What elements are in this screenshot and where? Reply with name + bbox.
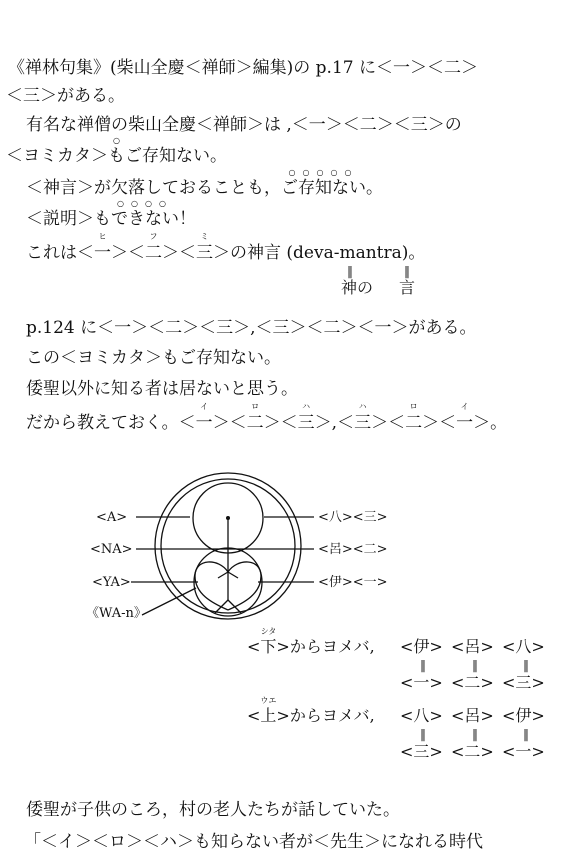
line-12-text-b: ＞＜ (212, 413, 247, 433)
ruby-ro-text: ロ (251, 402, 260, 411)
diagram-label-wa-n: 《WA-n》 (86, 606, 147, 621)
line-6-text-c: ！ (179, 209, 196, 229)
reading-1-eq-1: ‖ (420, 658, 426, 672)
emphasis-dot: ○ (113, 136, 120, 145)
emphasis-dots: ○○○○○ (288, 168, 359, 177)
diagram-label-na: <NA> (90, 542, 133, 557)
diagram-label-ya: <YA> (92, 575, 131, 590)
line-2-text: ＜三＞がある。 (6, 86, 125, 106)
kanji-one: 一 (94, 243, 111, 263)
ruby-ue (260, 696, 277, 725)
reading-2-val-1: <八> (400, 706, 443, 725)
gloss-gen: 言 (399, 278, 416, 297)
reading-2-eq-val-2: <二> (451, 742, 494, 761)
ruby-fu-text: フ (149, 232, 158, 241)
ruby-ro-2 (405, 402, 423, 433)
text-line-12 (26, 402, 508, 433)
text-line-6 (26, 199, 196, 229)
line-5-text-a: ＜神言＞が欠落しておることも， (26, 178, 281, 198)
line-4-text-c: ご存知ない。 (125, 146, 227, 166)
right-petal (228, 562, 261, 610)
line-5-text-b: ご存知ない (281, 178, 366, 198)
ruby-ha-text: ハ (358, 402, 367, 411)
ruby-mi (196, 232, 213, 263)
line-11-text: 倭聖以外に知る者は居ないと思う。 (26, 379, 298, 399)
text-line-4 (6, 136, 227, 166)
ruby-hi-text: ヒ (98, 232, 107, 241)
kanji-three-a: 三 (297, 413, 315, 433)
line-7-text-d: ＞の神言 (deva-mantra)。 (213, 243, 426, 263)
emphasis-dots: ○○○○ (117, 199, 173, 208)
ruby-ha-text: ハ (302, 402, 311, 411)
reading-1-eq-val-3: <三> (502, 673, 545, 692)
reading-2-eq-2: ‖ (472, 727, 478, 741)
root-left (215, 600, 228, 613)
dotted-mo (108, 136, 125, 166)
text-line-11 (26, 379, 298, 399)
line-12-text-d: ＞,＜ (314, 413, 355, 433)
ruby-shita-text: シタ (260, 627, 277, 636)
line-14-text: 「＜イ＞＜ロ＞＜ハ＞も知らない者が＜先生＞になれる時代 (24, 832, 483, 852)
reading-row-top-text: >からヨメバ, (276, 706, 375, 725)
line-5-text-c: 。 (366, 178, 383, 198)
ruby-i-2 (456, 402, 474, 433)
text-line-14 (24, 832, 483, 852)
ruby-ue-text: ウエ (260, 696, 277, 705)
line-12-text-e: ＞＜ (371, 413, 406, 433)
line-6-text-b: できない (111, 209, 179, 229)
ruby-ha-2 (354, 402, 372, 433)
ruby-ro-text: ロ (409, 402, 418, 411)
reading-row-bottom-text: >からヨメバ, (276, 637, 375, 656)
line-4-text-a: ＜ヨミカタ＞ (6, 146, 108, 166)
text-line-10 (26, 348, 281, 368)
ruby-i-1 (195, 402, 213, 433)
diagram-label-ro-ni: <呂><二> (318, 542, 388, 557)
gloss-equals-2: ‖ (404, 264, 410, 278)
kanji-one-b: 一 (456, 413, 474, 433)
kanji-one-a: 一 (195, 413, 213, 433)
text-line-2 (6, 86, 125, 106)
line-1-text: 《禅林句集》(柴山全慶＜禅師＞編集)の p.17 に＜一＞＜二＞ (8, 58, 478, 78)
pointer-wa (142, 588, 196, 615)
reading-2-eq-val-1: <三> (400, 742, 443, 761)
reading-1-val-3: <八> (502, 637, 545, 656)
kanji-ue: 上 (260, 706, 277, 725)
reading-row-bottom (247, 627, 375, 656)
kanji-three-b: 三 (354, 413, 372, 433)
root-right (228, 600, 241, 613)
ruby-i-text: イ (200, 402, 209, 411)
line-6-text-a: ＜説明＞も (26, 209, 111, 229)
vein-right (228, 572, 238, 578)
text-line-13 (26, 800, 400, 820)
kanji-shita: 下 (260, 637, 277, 656)
left-petal (195, 562, 228, 610)
text-line-5 (26, 168, 383, 198)
kanji-two-a: 二 (246, 413, 264, 433)
reading-2-val-2: <呂> (451, 706, 494, 725)
line-12-text-a: だから教えておく。＜ (26, 413, 196, 433)
text-line-3 (26, 115, 462, 135)
ruby-shita (260, 627, 277, 656)
text-line-7 (26, 232, 426, 263)
dotted-dekinai (111, 199, 179, 229)
dotted-gozonjinai (281, 168, 366, 198)
ruby-fu (145, 232, 162, 263)
reading-1-eq-val-1: <一> (400, 673, 443, 692)
reading-2-val-3: <伊> (502, 706, 545, 725)
text-line-9 (26, 318, 477, 338)
reading-1-eq-3: ‖ (523, 658, 529, 672)
diagram-label-hachi-san: <八><三> (318, 510, 388, 525)
line-12-text-f: ＞＜ (422, 413, 457, 433)
gloss-kami-no: 神の (341, 278, 374, 297)
line-7-text-a: これは＜ (26, 243, 94, 263)
reading-2-eq-3: ‖ (523, 727, 529, 741)
reading-1-val-2: <呂> (451, 637, 494, 656)
line-12-text-c: ＞＜ (263, 413, 298, 433)
ruby-ha-1 (297, 402, 315, 433)
ruby-i-text: イ (460, 402, 469, 411)
line-13-text: 倭聖が子供のころ，村の老人たちが話していた。 (26, 800, 400, 820)
line-7-text-c: ＞＜ (162, 243, 196, 263)
line-3-text: 有名な禅僧の柴山全慶＜禅師＞は ,＜一＞＜二＞＜三＞の (26, 115, 462, 135)
bracket-open: < (247, 706, 261, 725)
kanji-three: 三 (196, 243, 213, 263)
reading-2-eq-val-3: <一> (502, 742, 545, 761)
diagram-label-a: <A> (96, 510, 128, 525)
center-dot (226, 516, 230, 520)
reading-1-val-1: <伊> (400, 637, 443, 656)
ruby-hi (94, 232, 111, 263)
reading-row-top (247, 696, 375, 725)
ruby-mi-text: ミ (200, 232, 209, 241)
line-4-text-b: も (108, 146, 125, 166)
line-12-text-g: ＞。 (473, 413, 508, 433)
kanji-two-b: 二 (405, 413, 423, 433)
ruby-ro-1 (246, 402, 264, 433)
reading-1-eq-val-2: <二> (451, 673, 494, 692)
kanji-two: 二 (145, 243, 162, 263)
text-line-1 (8, 58, 478, 78)
gloss-equals-1: ‖ (347, 264, 353, 278)
line-9-text: p.124 に＜一＞＜二＞＜三＞,＜三＞＜二＞＜一＞がある。 (26, 318, 477, 338)
reading-1-eq-2: ‖ (472, 658, 478, 672)
line-7-text-b: ＞＜ (111, 243, 145, 263)
diagram-label-i-ichi: <伊><一> (318, 575, 388, 590)
line-10-text: この＜ヨミカタ＞もご存知ない。 (26, 348, 281, 368)
vein-left (218, 572, 228, 578)
reading-2-eq-1: ‖ (420, 727, 426, 741)
bracket-open: < (247, 637, 261, 656)
